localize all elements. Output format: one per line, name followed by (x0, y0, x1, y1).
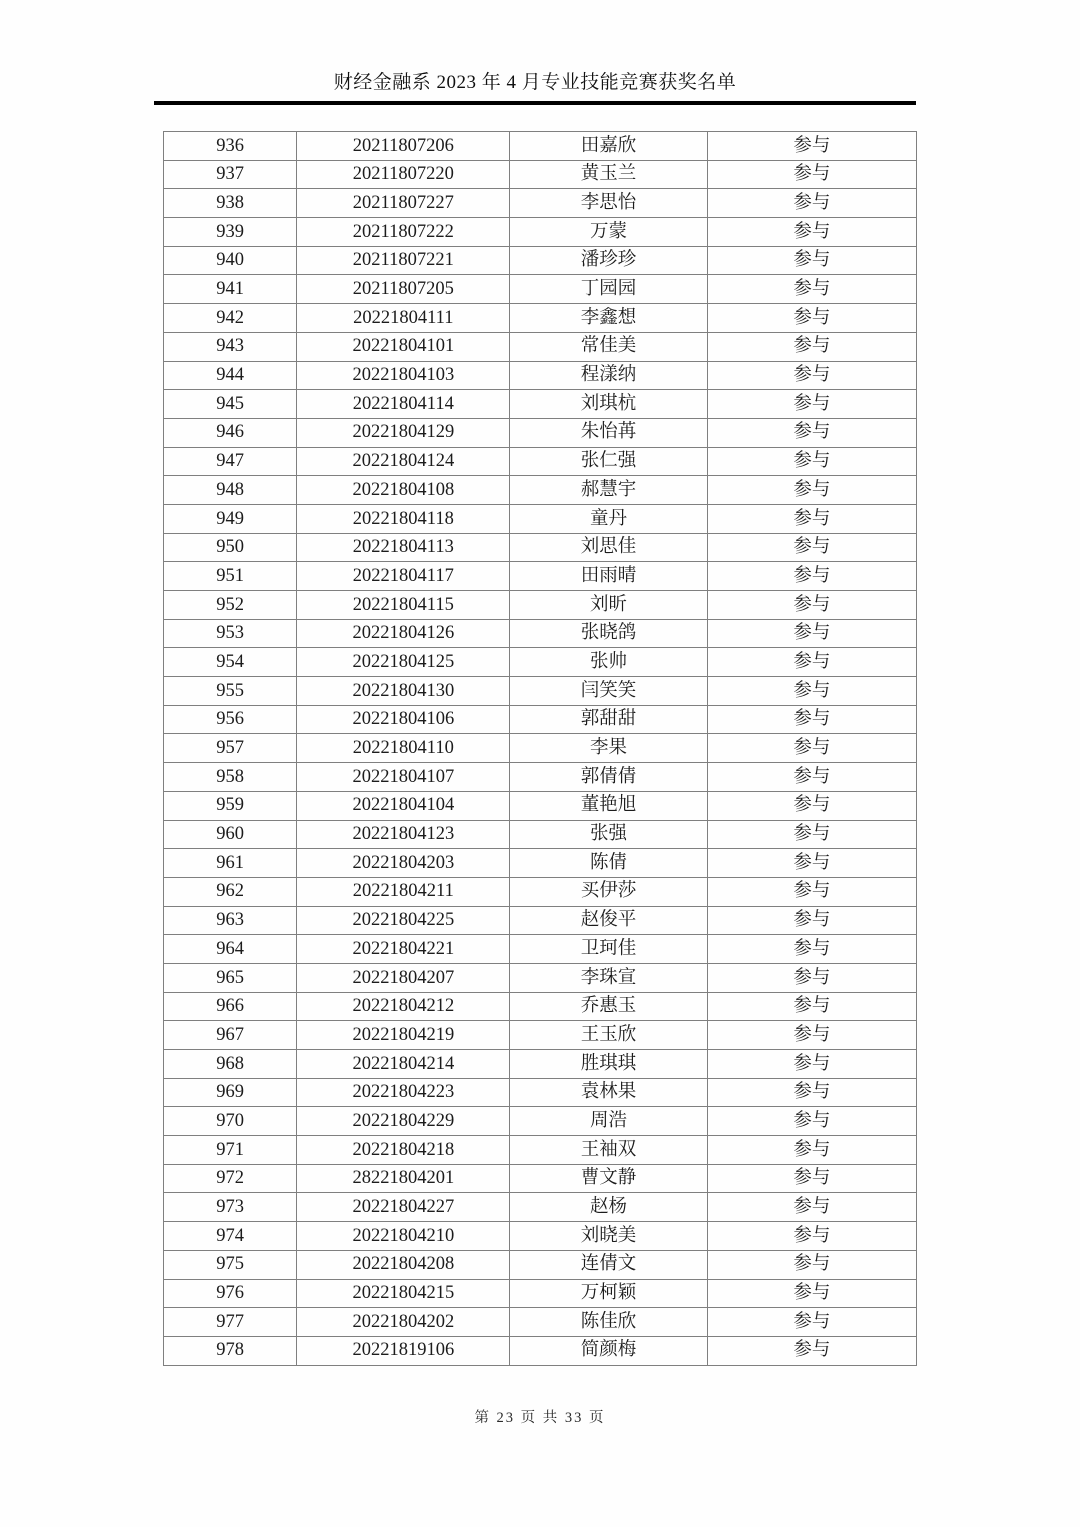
cell-student-id: 20211807222 (297, 218, 510, 247)
cell-name: 董艳旭 (510, 791, 707, 820)
table-row (164, 304, 917, 333)
table-row (164, 476, 917, 505)
cell-name: 张仁强 (510, 447, 707, 476)
cell-student-id: 20221804129 (297, 418, 510, 447)
cell-award-status: 参与 (707, 332, 916, 361)
cell-serial-number: 951 (164, 562, 297, 591)
cell-award-status: 参与 (707, 504, 916, 533)
table-row (164, 390, 917, 419)
cell-serial-number: 938 (164, 189, 297, 218)
cell-name: 曹文静 (510, 1164, 707, 1193)
cell-serial-number: 941 (164, 275, 297, 304)
cell-name: 闫笑笑 (510, 677, 707, 706)
cell-award-status: 参与 (707, 189, 916, 218)
cell-name: 郝慧宇 (510, 476, 707, 505)
cell-name: 黄玉兰 (510, 160, 707, 189)
cell-award-status: 参与 (707, 619, 916, 648)
cell-name: 郭甜甜 (510, 705, 707, 734)
cell-student-id: 20211807206 (297, 132, 510, 161)
table-row (164, 1078, 917, 1107)
table-row (164, 849, 917, 878)
table-row (164, 1193, 917, 1222)
cell-name: 潘珍珍 (510, 246, 707, 275)
cell-award-status: 参与 (707, 734, 916, 763)
cell-name: 张晓鸽 (510, 619, 707, 648)
table-row (164, 591, 917, 620)
table-row (164, 361, 917, 390)
cell-serial-number: 977 (164, 1308, 297, 1337)
cell-award-status: 参与 (707, 935, 916, 964)
cell-name: 李思怡 (510, 189, 707, 218)
cell-award-status: 参与 (707, 476, 916, 505)
cell-name: 刘思佳 (510, 533, 707, 562)
cell-name: 袁林果 (510, 1078, 707, 1107)
cell-serial-number: 956 (164, 705, 297, 734)
cell-student-id: 20221804203 (297, 849, 510, 878)
cell-student-id: 20221804214 (297, 1050, 510, 1079)
cell-serial-number: 964 (164, 935, 297, 964)
cell-name: 张强 (510, 820, 707, 849)
cell-student-id: 20211807221 (297, 246, 510, 275)
cell-name: 乔惠玉 (510, 992, 707, 1021)
table-row (164, 332, 917, 361)
cell-name: 常佳美 (510, 332, 707, 361)
cell-award-status: 参与 (707, 246, 916, 275)
cell-award-status: 参与 (707, 1193, 916, 1222)
cell-student-id: 20221804125 (297, 648, 510, 677)
cell-award-status: 参与 (707, 304, 916, 333)
cell-serial-number: 942 (164, 304, 297, 333)
table-row (164, 906, 917, 935)
cell-student-id: 20221804124 (297, 447, 510, 476)
cell-award-status: 参与 (707, 591, 916, 620)
cell-award-status: 参与 (707, 1078, 916, 1107)
cell-serial-number: 961 (164, 849, 297, 878)
document-header (154, 72, 916, 105)
cell-name: 万蒙 (510, 218, 707, 247)
table-row (164, 246, 917, 275)
cell-name: 朱怡苒 (510, 418, 707, 447)
table-row (164, 504, 917, 533)
cell-award-status: 参与 (707, 1164, 916, 1193)
table-row (164, 705, 917, 734)
table-row (164, 1279, 917, 1308)
cell-name: 王袖双 (510, 1136, 707, 1165)
award-table-body (164, 132, 917, 1366)
table-row (164, 533, 917, 562)
cell-award-status: 参与 (707, 418, 916, 447)
table-row (164, 1107, 917, 1136)
cell-name: 赵俊平 (510, 906, 707, 935)
cell-name: 陈倩 (510, 849, 707, 878)
cell-award-status: 参与 (707, 820, 916, 849)
table-row (164, 619, 917, 648)
cell-award-status: 参与 (707, 562, 916, 591)
cell-award-status: 参与 (707, 390, 916, 419)
cell-serial-number: 973 (164, 1193, 297, 1222)
cell-student-id: 20221804101 (297, 332, 510, 361)
cell-award-status: 参与 (707, 963, 916, 992)
table-row (164, 1164, 917, 1193)
cell-student-id: 20221804118 (297, 504, 510, 533)
cell-name: 胜琪琪 (510, 1050, 707, 1079)
cell-serial-number: 948 (164, 476, 297, 505)
cell-student-id: 20221804115 (297, 591, 510, 620)
table-row (164, 1250, 917, 1279)
cell-name: 王玉欣 (510, 1021, 707, 1050)
cell-student-id: 20221804215 (297, 1279, 510, 1308)
table-row (164, 447, 917, 476)
cell-name: 万柯颖 (510, 1279, 707, 1308)
table-row (164, 820, 917, 849)
cell-student-id: 20221804113 (297, 533, 510, 562)
table-row (164, 791, 917, 820)
cell-student-id: 20221804202 (297, 1308, 510, 1337)
cell-award-status: 参与 (707, 1336, 916, 1365)
cell-award-status: 参与 (707, 275, 916, 304)
cell-serial-number: 963 (164, 906, 297, 935)
cell-name: 周浩 (510, 1107, 707, 1136)
table-row (164, 1136, 917, 1165)
cell-name: 买伊莎 (510, 877, 707, 906)
cell-award-status: 参与 (707, 992, 916, 1021)
cell-name: 简颜梅 (510, 1336, 707, 1365)
cell-student-id: 20221804106 (297, 705, 510, 734)
cell-name: 田雨晴 (510, 562, 707, 591)
cell-serial-number: 954 (164, 648, 297, 677)
cell-serial-number: 945 (164, 390, 297, 419)
cell-serial-number: 960 (164, 820, 297, 849)
cell-serial-number: 970 (164, 1107, 297, 1136)
table-row (164, 877, 917, 906)
table-row (164, 1222, 917, 1251)
table-row (164, 1021, 917, 1050)
cell-student-id: 28221804201 (297, 1164, 510, 1193)
cell-serial-number: 968 (164, 1050, 297, 1079)
cell-serial-number: 965 (164, 963, 297, 992)
cell-serial-number: 967 (164, 1021, 297, 1050)
cell-award-status: 参与 (707, 218, 916, 247)
cell-serial-number: 952 (164, 591, 297, 620)
table-row (164, 935, 917, 964)
page-title: 财经金融系 2023 年 4 月专业技能竞赛获奖名单 (333, 72, 737, 93)
cell-award-status: 参与 (707, 1136, 916, 1165)
cell-student-id: 20221804114 (297, 390, 510, 419)
cell-award-status: 参与 (707, 132, 916, 161)
cell-name: 陈佳欣 (510, 1308, 707, 1337)
cell-student-id: 20221804221 (297, 935, 510, 964)
cell-serial-number: 953 (164, 619, 297, 648)
cell-name: 李鑫想 (510, 304, 707, 333)
cell-serial-number: 971 (164, 1136, 297, 1165)
cell-name: 李珠宣 (510, 963, 707, 992)
cell-student-id: 20221804223 (297, 1078, 510, 1107)
cell-student-id: 20221804219 (297, 1021, 510, 1050)
cell-student-id: 20221804210 (297, 1222, 510, 1251)
cell-serial-number: 969 (164, 1078, 297, 1107)
cell-student-id: 20221804108 (297, 476, 510, 505)
cell-serial-number: 957 (164, 734, 297, 763)
table-row (164, 275, 917, 304)
cell-student-id: 20211807205 (297, 275, 510, 304)
cell-serial-number: 939 (164, 218, 297, 247)
cell-serial-number: 950 (164, 533, 297, 562)
cell-student-id: 20211807227 (297, 189, 510, 218)
cell-serial-number: 937 (164, 160, 297, 189)
cell-name: 卫珂佳 (510, 935, 707, 964)
cell-serial-number: 972 (164, 1164, 297, 1193)
cell-award-status: 参与 (707, 705, 916, 734)
cell-serial-number: 966 (164, 992, 297, 1021)
table-row (164, 160, 917, 189)
cell-serial-number: 975 (164, 1250, 297, 1279)
cell-name: 赵杨 (510, 1193, 707, 1222)
cell-name: 刘琪杭 (510, 390, 707, 419)
table-row (164, 189, 917, 218)
cell-serial-number: 946 (164, 418, 297, 447)
cell-student-id: 20221804208 (297, 1250, 510, 1279)
cell-award-status: 参与 (707, 1308, 916, 1337)
cell-name: 田嘉欣 (510, 132, 707, 161)
cell-serial-number: 940 (164, 246, 297, 275)
cell-student-id: 20221804111 (297, 304, 510, 333)
page-footer: 第 23 页 共 33 页 (474, 1410, 606, 1426)
cell-award-status: 参与 (707, 447, 916, 476)
cell-student-id: 20221804104 (297, 791, 510, 820)
cell-award-status: 参与 (707, 677, 916, 706)
cell-serial-number: 974 (164, 1222, 297, 1251)
table-row (164, 992, 917, 1021)
cell-award-status: 参与 (707, 160, 916, 189)
cell-serial-number: 976 (164, 1279, 297, 1308)
cell-name: 刘昕 (510, 591, 707, 620)
table-row (164, 734, 917, 763)
cell-student-id: 20221804229 (297, 1107, 510, 1136)
cell-award-status: 参与 (707, 791, 916, 820)
table-row (164, 218, 917, 247)
cell-student-id: 20221804211 (297, 877, 510, 906)
cell-serial-number: 978 (164, 1336, 297, 1365)
cell-award-status: 参与 (707, 877, 916, 906)
cell-serial-number: 958 (164, 763, 297, 792)
cell-student-id: 20221804117 (297, 562, 510, 591)
cell-name: 连倩文 (510, 1250, 707, 1279)
cell-student-id: 20221804225 (297, 906, 510, 935)
cell-award-status: 参与 (707, 1021, 916, 1050)
cell-serial-number: 949 (164, 504, 297, 533)
cell-name: 张帅 (510, 648, 707, 677)
cell-student-id: 20211807220 (297, 160, 510, 189)
cell-student-id: 20221804110 (297, 734, 510, 763)
cell-serial-number: 955 (164, 677, 297, 706)
cell-student-id: 20221804227 (297, 1193, 510, 1222)
table-row (164, 763, 917, 792)
cell-student-id: 20221804207 (297, 963, 510, 992)
table-row (164, 1050, 917, 1079)
table-row (164, 1308, 917, 1337)
table-row (164, 562, 917, 591)
cell-name: 刘晓美 (510, 1222, 707, 1251)
table-row (164, 648, 917, 677)
cell-serial-number: 943 (164, 332, 297, 361)
cell-name: 郭倩倩 (510, 763, 707, 792)
table-row (164, 132, 917, 161)
table-row (164, 1336, 917, 1365)
award-table (163, 131, 917, 1366)
cell-student-id: 20221804218 (297, 1136, 510, 1165)
cell-student-id: 20221804212 (297, 992, 510, 1021)
cell-student-id: 20221804103 (297, 361, 510, 390)
cell-serial-number: 947 (164, 447, 297, 476)
table-row (164, 677, 917, 706)
cell-award-status: 参与 (707, 906, 916, 935)
cell-serial-number: 944 (164, 361, 297, 390)
cell-serial-number: 959 (164, 791, 297, 820)
cell-student-id: 20221819106 (297, 1336, 510, 1365)
table-row (164, 418, 917, 447)
cell-student-id: 20221804123 (297, 820, 510, 849)
cell-student-id: 20221804126 (297, 619, 510, 648)
cell-name: 丁园园 (510, 275, 707, 304)
cell-award-status: 参与 (707, 1250, 916, 1279)
cell-serial-number: 962 (164, 877, 297, 906)
cell-award-status: 参与 (707, 648, 916, 677)
cell-name: 李果 (510, 734, 707, 763)
cell-student-id: 20221804130 (297, 677, 510, 706)
cell-student-id: 20221804107 (297, 763, 510, 792)
cell-award-status: 参与 (707, 1222, 916, 1251)
cell-award-status: 参与 (707, 849, 916, 878)
cell-name: 程漾纳 (510, 361, 707, 390)
cell-name: 童丹 (510, 504, 707, 533)
cell-award-status: 参与 (707, 533, 916, 562)
cell-award-status: 参与 (707, 763, 916, 792)
cell-award-status: 参与 (707, 361, 916, 390)
cell-award-status: 参与 (707, 1050, 916, 1079)
cell-award-status: 参与 (707, 1279, 916, 1308)
cell-award-status: 参与 (707, 1107, 916, 1136)
cell-serial-number: 936 (164, 132, 297, 161)
table-row (164, 963, 917, 992)
